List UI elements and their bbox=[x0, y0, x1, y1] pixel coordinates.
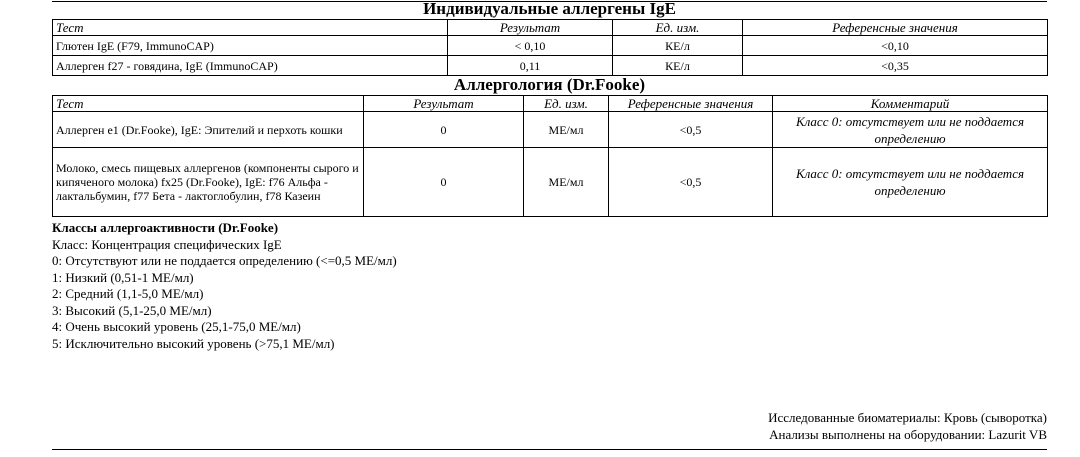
test-units: МЕ/мл bbox=[524, 148, 609, 217]
section-title-individual-allergens: Индивидуальные аллергены IgE bbox=[423, 0, 676, 18]
test-name: Молоко, смесь пищевых аллергенов (компоненты сырого и кипяченого молока) fx25 (Dr.Fooke), IgE: f76 Альфа - лактальбумин, f77 Бета - лактоглобулин, f78 Казеин bbox=[53, 148, 364, 217]
test-result: 0 bbox=[364, 112, 524, 148]
test-comment: Класс 0: отсутствует или не поддается определению bbox=[773, 112, 1048, 148]
test-name: Аллерген f27 - говядина, IgE (ImmunoCAP) bbox=[53, 56, 448, 76]
test-result: 0 bbox=[364, 148, 524, 217]
col-header-test: Тест bbox=[53, 96, 364, 112]
classes-title: Классы аллергоактивности (Dr.Fooke) bbox=[52, 220, 279, 235]
test-units: КЕ/л bbox=[613, 56, 743, 76]
table-row bbox=[53, 148, 1048, 217]
col-header-result: Результат bbox=[448, 20, 613, 36]
class-line: 2: Средний (1,1-5,0 МЕ/мл) bbox=[52, 286, 204, 301]
table-row bbox=[53, 56, 1048, 76]
test-reference: <0,35 bbox=[743, 56, 1048, 76]
lab-report bbox=[52, 0, 1047, 442]
test-result: 0,11 bbox=[448, 56, 613, 76]
class-line: 0: Отсутствуют или не поддается определению (<=0,5 МЕ/мл) bbox=[52, 253, 397, 268]
class-line: 1: Низкий (0,51-1 МЕ/мл) bbox=[52, 269, 194, 285]
allergy-classes-legend bbox=[52, 220, 1047, 352]
table-row bbox=[53, 36, 1048, 56]
table-header-row bbox=[53, 20, 1048, 36]
bottom-rule bbox=[52, 449, 1047, 450]
class-line: 5: Исключительно высокий уровень (>75,1 МЕ/мл) bbox=[52, 335, 335, 351]
col-header-reference: Референсные значения bbox=[609, 96, 773, 112]
test-result: < 0,10 bbox=[448, 36, 613, 56]
test-units: МЕ/мл bbox=[524, 112, 609, 148]
test-reference: <0,10 bbox=[743, 36, 1048, 56]
section-title-allergology: Аллергология (Dr.Fooke) bbox=[453, 75, 646, 94]
col-header-units: Ед. изм. bbox=[524, 96, 609, 112]
class-line: 4: Очень высокий уровень (25,1-75,0 МЕ/мл) bbox=[52, 319, 301, 334]
test-units: КЕ/л bbox=[613, 36, 743, 56]
test-comment: Класс 0: отсутствует или не поддается определению bbox=[773, 148, 1048, 217]
test-name: Аллерген e1 (Dr.Fooke), IgE: Эпителий и перхоть кошки bbox=[53, 112, 364, 148]
report-footer bbox=[768, 410, 1047, 443]
equipment-note: Анализы выполнены на оборудовании: Lazurit VB bbox=[769, 426, 1047, 442]
col-header-units: Ед. изм. bbox=[613, 20, 743, 36]
col-header-test: Тест bbox=[53, 20, 448, 36]
col-header-result: Результат bbox=[364, 96, 524, 112]
test-reference: <0,5 bbox=[609, 112, 773, 148]
col-header-reference: Референсные значения bbox=[743, 20, 1048, 36]
table-row bbox=[53, 112, 1048, 148]
test-reference: <0,5 bbox=[609, 148, 773, 217]
individual-allergens-table bbox=[52, 19, 1048, 76]
biomaterial-note: Исследованные биоматериалы: Кровь (сыворотка) bbox=[768, 410, 1047, 425]
table-header-row bbox=[53, 96, 1048, 112]
class-line: 3: Высокий (5,1-25,0 МЕ/мл) bbox=[52, 302, 212, 318]
col-header-comment: Комментарий bbox=[773, 96, 1048, 112]
allergology-table bbox=[52, 95, 1048, 217]
test-name: Глютен IgE (F79, ImmunoCAP) bbox=[53, 36, 448, 56]
class-line: Класс: Концентрация специфических IgE bbox=[52, 236, 282, 252]
